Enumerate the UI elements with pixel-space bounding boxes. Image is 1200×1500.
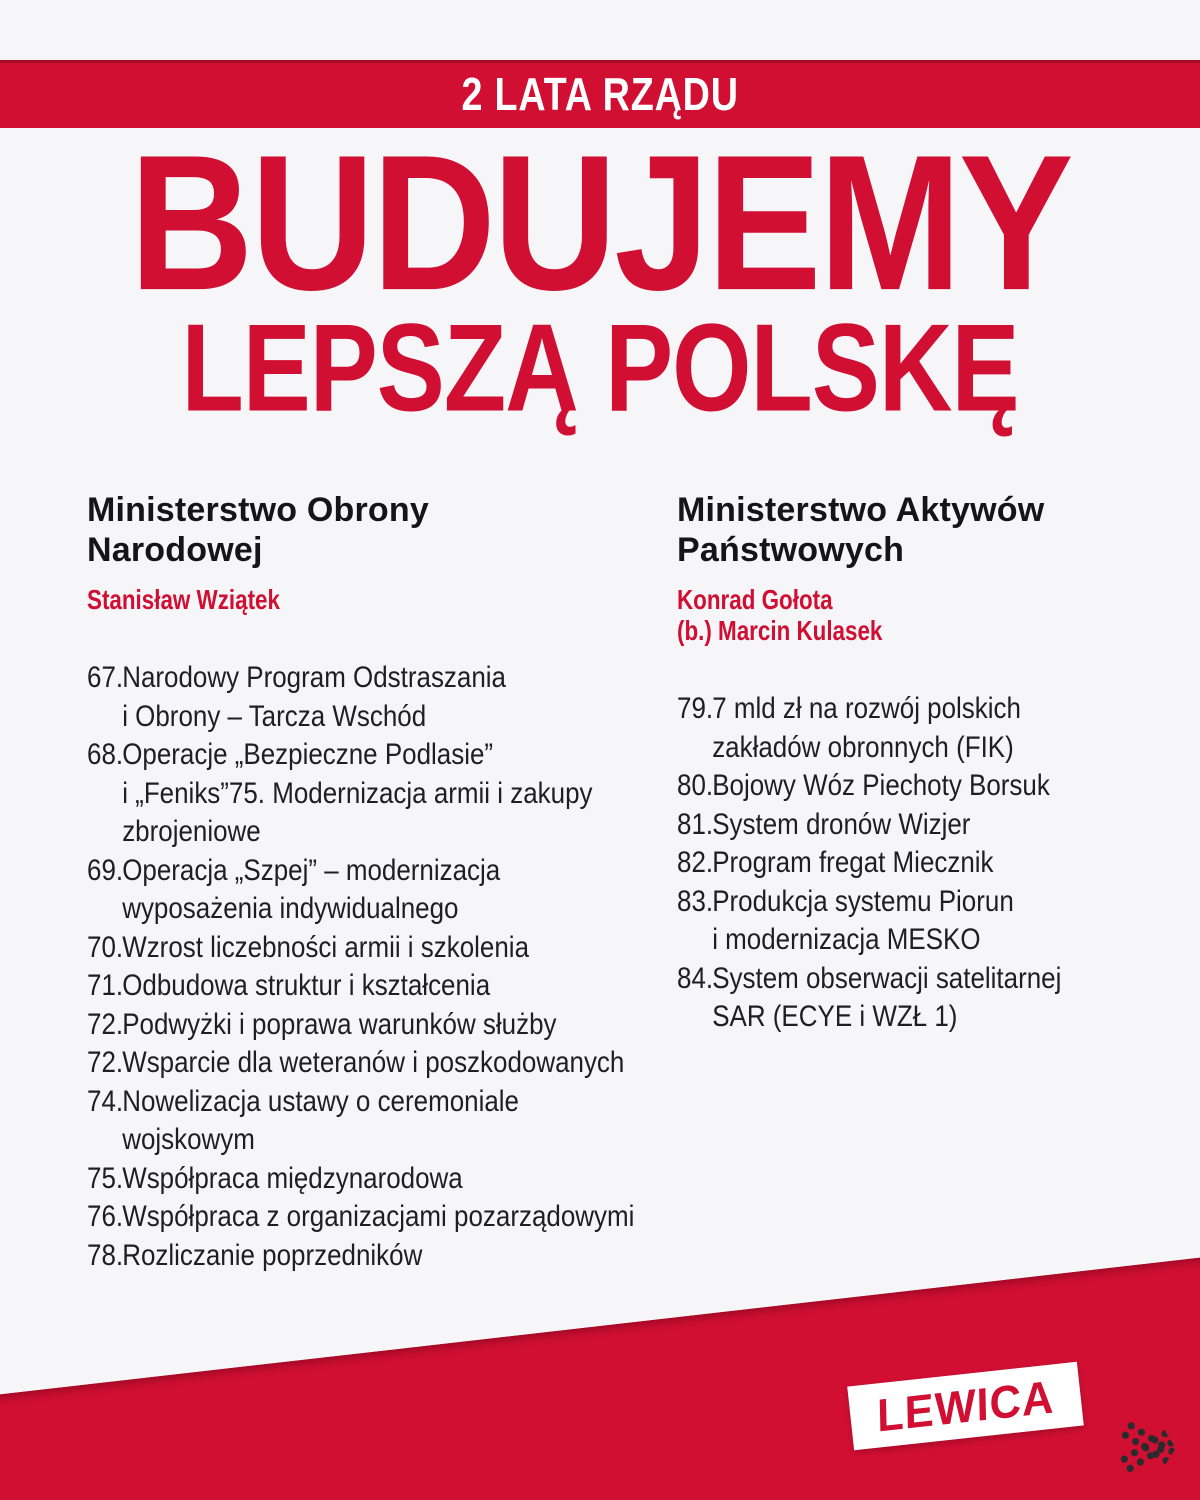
list-item [677,844,1102,883]
item-number: 83. [677,884,714,918]
item-number: 84. [677,961,714,995]
item-text: Bojowy Wóz Piechoty Borsuk [712,769,1050,802]
item-line-continuation [87,813,606,852]
list-item [677,960,1102,1037]
achievements-list [87,659,677,1275]
item-number: 80. [677,769,714,802]
achievements-list [677,690,1160,1037]
list-item [87,1044,625,1083]
item-line [87,1198,635,1237]
item-text: Wzrost liczebności armii i szkolenia [122,930,530,964]
item-text: i „Feniks”75. Modernizacja armii i zakupy [122,776,593,810]
item-line [677,806,1102,845]
ministry-columns [87,490,1160,1275]
item-line-continuation [87,698,606,737]
list-item [87,1237,606,1276]
item-line [677,690,1102,729]
dotted-chevron-icon [1124,1418,1180,1480]
item-line [677,960,1102,999]
item-line-continuation [87,890,606,929]
item-text: Operacje „Bezpieczne Podlasie” [122,738,494,771]
item-text: 7 mld zł na rozwój polskich [712,692,1021,725]
ministry-name [677,490,1160,570]
item-number: 70. [87,930,124,964]
item-line [87,929,606,968]
list-item [87,967,606,1006]
item-text: SAR (ECYE i WZŁ 1) [712,1000,958,1033]
item-line [87,852,606,891]
item-line [87,967,606,1006]
item-line [677,883,1102,922]
item-text: Rozliczanie poprzedników [122,1238,423,1272]
item-text: Produkcja systemu Piorun [712,884,1014,918]
item-line [677,844,1102,883]
minister-name: Konrad Gołota [677,584,833,615]
list-item [87,659,606,736]
ministry-column-obrony-narodowej [87,490,677,1275]
item-text: Podwyżki i poprawa warunków służby [122,1007,557,1041]
list-item [87,1198,635,1237]
item-line [87,1160,606,1199]
item-number: 67. [87,661,124,694]
item-text: Operacja „Szpej” – modernizacja [122,853,501,887]
item-line [87,659,606,698]
item-text: Odbudowa struktur i kształcenia [122,969,491,1002]
item-text: Wsparcie dla weteranów i poszkodowanych [122,1046,625,1079]
item-line-continuation [677,729,1102,768]
item-line [87,736,606,775]
list-item [87,1160,606,1199]
item-text: zakładów obronnych (FIK) [712,730,1014,764]
item-line-continuation [677,998,1102,1037]
item-text: wojskowym [122,1123,255,1156]
item-line-continuation [87,775,606,814]
list-item [677,690,1102,767]
item-line [87,1083,606,1122]
item-text: System obserwacji satelitarnej [712,961,1062,995]
list-item [87,1083,606,1160]
item-line [87,1006,606,1045]
list-item [87,929,606,968]
banner-text: 2 LATA RZĄDU [461,68,739,120]
item-text: Nowelizacja ustawy o ceremoniale [122,1084,519,1118]
lewica-logo-text: LEWICA [876,1370,1055,1442]
list-item [677,767,1102,806]
ministry-name [87,490,677,570]
item-text: Współpraca z organizacjami pozarządowymi [122,1200,635,1233]
minister-name: Stanisław Wziątek [87,584,280,615]
item-text: i Obrony – Tarcza Wschód [122,699,427,733]
item-number: 75. [87,1161,124,1195]
item-number: 68. [87,738,124,771]
item-text: Program fregat Miecznik [712,846,994,879]
ministry-name-line: Ministerstwo Aktywów [677,491,1045,529]
list-item [677,806,1102,845]
item-number: 74. [87,1084,124,1118]
minister-names [677,584,1160,646]
item-text: System dronów Wizjer [712,807,971,841]
list-item [677,883,1102,960]
item-number: 81. [677,807,714,841]
title-line-1: BUDUJEMY [129,114,1071,331]
list-item [87,1006,606,1045]
main-title-row-1 [0,114,1200,331]
ministry-name-line: Narodowej [87,531,263,569]
item-number: 79. [677,692,714,725]
item-number: 71. [87,969,124,1002]
item-line [87,1237,606,1276]
minister-names [87,584,677,615]
item-number: 72. [87,1007,124,1041]
title-line-2: LEPSZĄ POLSKĘ [181,297,1019,437]
item-line [677,767,1102,806]
item-text: Współpraca międzynarodowa [122,1161,463,1195]
item-number: 78. [87,1238,124,1272]
item-number: 76. [87,1200,124,1233]
item-line-continuation [677,921,1102,960]
item-line-continuation [87,1121,606,1160]
item-text: i modernizacja MESKO [712,923,981,956]
item-text: wyposażenia indywidualnego [122,892,459,925]
item-number: 82. [677,846,714,879]
ministry-name-line: Ministerstwo Obrony [87,491,429,529]
minister-name: (b.) Marcin Kulasek [677,615,883,646]
item-number: 69. [87,853,124,887]
ministry-name-line: Państwowych [677,531,905,569]
main-title-row-2 [0,297,1200,437]
item-number: 72. [87,1046,124,1079]
list-item [87,736,606,852]
list-item [87,852,606,929]
ministry-column-aktywow-panstwowych [677,490,1160,1275]
item-line [87,1044,625,1083]
item-text: Narodowy Program Odstraszania [122,661,506,694]
item-text: zbrojeniowe [122,815,261,848]
